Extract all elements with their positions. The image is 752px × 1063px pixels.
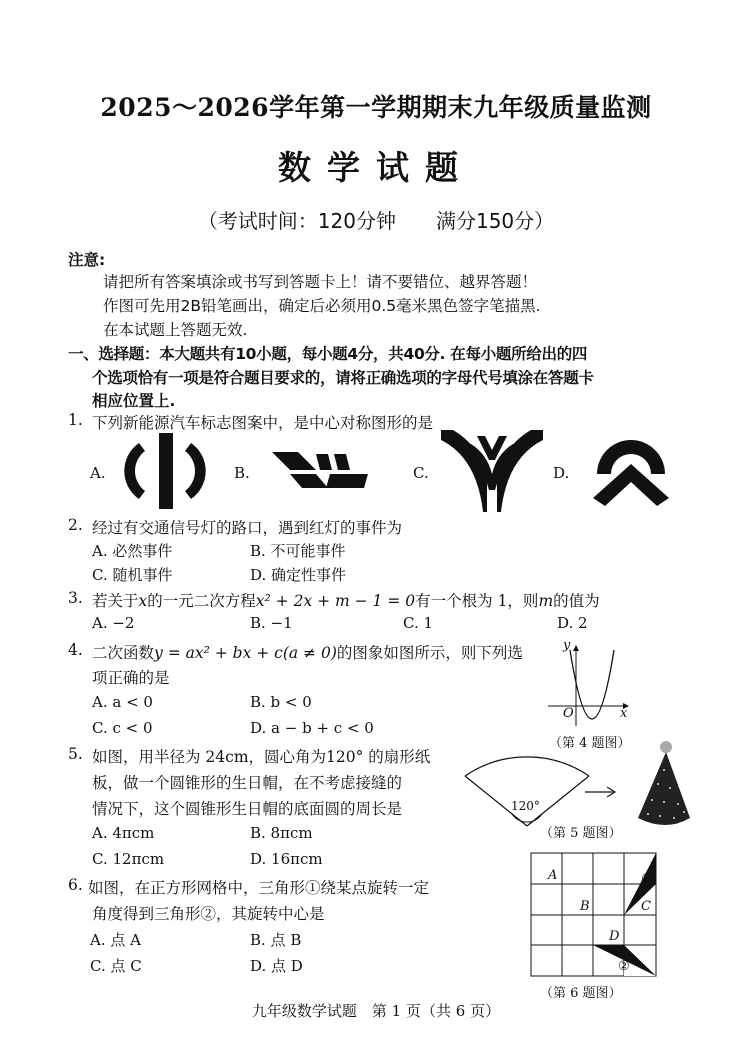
q4-axis-y-label: y: [563, 638, 571, 653]
q5-figure-caption: （第 5 题图）: [540, 826, 622, 841]
notice-line-3: 在本试题上答题无效.: [103, 321, 248, 339]
q3-number: 3.: [68, 589, 83, 607]
q3-stem-b: 的一元二次方程: [147, 592, 256, 610]
q5-stem-line-3: 情况下，这个圆锥形生日帽的底面圆的周长是: [92, 800, 403, 818]
q6-option-a: A. 点 A: [90, 931, 141, 949]
q4-stem-cont: 项正确的是: [92, 669, 170, 687]
subject-title: 数学试题: [278, 148, 474, 187]
party-hat-icon: [634, 740, 694, 830]
q2-option-c: C. 随机事件: [92, 566, 173, 584]
exam-info: （考试时间：120分钟 满分150分）: [197, 209, 555, 233]
q4-stem-a: 二次函数: [92, 644, 155, 662]
section1-heading-cont-1: 个选项恰有一项是符合题目要求的，请将正确选项的字母代号填涂在答题卡: [92, 369, 594, 387]
q6-point-a-label: A: [548, 868, 558, 883]
q6-option-d: D. 点 D: [250, 957, 303, 975]
q3-equation: x² + 2x + m − 1 = 0: [255, 592, 416, 610]
q1-option-d: D.: [553, 464, 570, 482]
q6-stem-line-2: 角度得到三角形②，其旋转中心是: [92, 905, 325, 923]
q3-option-b: B. −1: [250, 614, 293, 632]
q5-option-c: C. 12πcm: [92, 850, 165, 868]
q5-sector-figure: [462, 752, 592, 828]
q3-var-m: m: [538, 592, 554, 610]
q3-option-d: D. 2: [557, 614, 588, 632]
q1-option-a: A.: [90, 464, 106, 482]
q6-point-c-label: C: [641, 899, 651, 914]
section1-heading: 一、选择题：本大题共有10小题，每小题4分，共40分. 在每小题所给出的四: [68, 345, 588, 363]
q4-stem: [92, 641, 523, 663]
q6-triangle-2-label: ②: [618, 959, 630, 974]
q4-figure-caption: （第 4 题图）: [549, 736, 631, 751]
q3-option-c: C. 1: [403, 614, 434, 632]
q5-stem-line-1: 如图，用半径为 24cm，圆心角为120° 的扇形纸: [92, 748, 431, 766]
q6-option-b: B. 点 B: [250, 931, 302, 949]
q3-option-a: A. −2: [92, 614, 135, 632]
q6-option-c: C. 点 C: [90, 957, 142, 975]
q3-stem-c: 有一个根为 1，则: [415, 592, 539, 610]
parallelogram-logo-icon: [272, 452, 368, 492]
q5-option-d: D. 16πcm: [250, 850, 323, 868]
q4-option-b: B. b < 0: [250, 693, 312, 711]
q4-axis-x-label: x: [620, 706, 628, 721]
q2-option-b: B. 不可能事件: [250, 542, 346, 560]
q6-number: 6.: [68, 876, 83, 894]
q6-triangle-1-label: ①: [641, 872, 653, 887]
q4-stem-b: 的图象如图所示，则下列选: [336, 644, 523, 662]
q5-stem-line-2: 板，做一个圆锥形的生日帽，在不考虑接缝的: [92, 774, 403, 792]
q4-origin-label: O: [563, 706, 574, 721]
q5-option-b: B. 8πcm: [250, 824, 313, 842]
notice-label: 注意:: [68, 251, 106, 269]
q3-stem: [92, 589, 600, 611]
bracket-bar-logo-icon: [123, 433, 207, 509]
notice-line-2: 作图可先用2B铅笔画出，确定后必须用0.5毫米黑色签字笔描黑.: [103, 297, 541, 315]
q6-figure-caption: （第 6 题图）: [540, 986, 622, 1001]
q4-option-c: C. c < 0: [92, 719, 153, 737]
q6-stem-line-1: 如图，在正方形网格中，三角形①绕某点旋转一定: [88, 879, 430, 897]
notice-line-1: 请把所有答案填涂或书写到答题卡上！请不要错位、越界答题！: [103, 273, 538, 291]
section1-heading-cont-2: 相应位置上.: [92, 392, 176, 410]
q4-option-a: A. a < 0: [92, 693, 153, 711]
q2-option-a: A. 必然事件: [92, 542, 173, 560]
q2-number: 2.: [68, 516, 83, 534]
q3-stem-a: 若关于: [92, 592, 139, 610]
q2-option-d: D. 确定性事件: [250, 566, 347, 584]
q3-var-x: x: [138, 592, 148, 610]
q1-option-b: B.: [234, 464, 250, 482]
q1-number: 1.: [68, 411, 83, 429]
q5-option-a: A. 4πcm: [92, 824, 155, 842]
q3-stem-d: 的值为: [553, 592, 600, 610]
q5-number: 5.: [68, 745, 83, 763]
exam-title: 2025～2026学年第一学期期末九年级质量监测: [100, 93, 652, 122]
chevron-circle-logo-icon: [593, 434, 669, 506]
q5-sector-arc: [465, 757, 589, 776]
q5-angle-label: 120°: [511, 799, 540, 813]
q4-equation: y = ax² + bx + c(a ≠ 0): [154, 644, 337, 662]
q1-stem: 下列新能源汽车标志图案中，是中心对称图形的是: [92, 414, 434, 432]
page-footer: 九年级数学试题 第 1 页（共 6 页）: [251, 1002, 501, 1020]
q6-point-b-label: B: [580, 899, 590, 914]
q4-option-d: D. a − b + c < 0: [250, 719, 374, 737]
q1-option-c: C.: [413, 464, 429, 482]
q4-parabola-curve: [570, 650, 614, 719]
trident-logo-icon: [441, 430, 543, 512]
q6-point-d-label: D: [609, 929, 620, 944]
q2-stem: 经过有交通信号灯的路口，遇到红灯的事件为: [92, 519, 403, 537]
q4-number: 4.: [68, 641, 83, 659]
q5-arrow-icon: [585, 786, 617, 798]
